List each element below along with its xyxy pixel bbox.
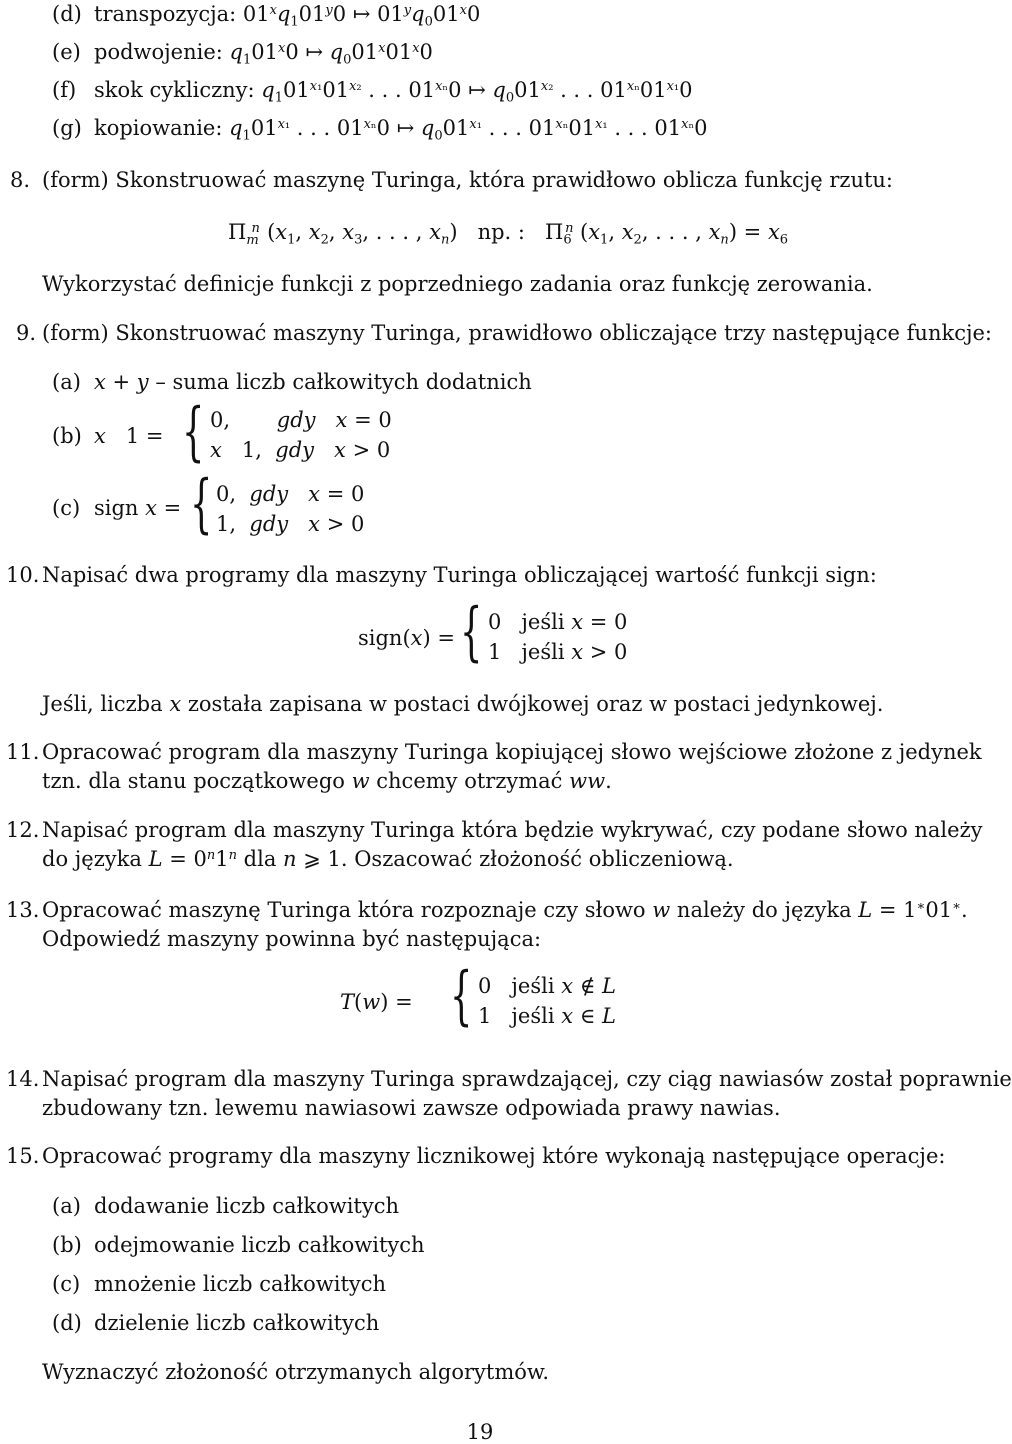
problem-8-formula: $\Pi_m^n$ ($x_1$, $x_2$, $x_3$, . . . , $x_n$) np. : $\Pi_6^n$ ($x_1$, $x_2$, . . . , $x_n) = x_6$ — [228, 220, 789, 248]
problem-13-line1-a: Opracować maszynę Turinga która rozpoznaje czy słowo — [42, 898, 653, 922]
problem-15-d-label: (d) — [52, 1311, 82, 1335]
problem-12-line2b: dla — [236, 847, 284, 871]
problem-8-number: 8. — [10, 168, 31, 192]
problem-9-b-lhs: x 1 = — [94, 424, 164, 448]
problem-10-case2: 1 jeśli x > 0 — [488, 640, 628, 664]
problem-15-c-label: (c) — [52, 1272, 81, 1296]
jesli-word: jeśli — [521, 640, 565, 664]
page-number: 19 — [466, 1420, 494, 1444]
problem-12-line2c: . Oszacować złożoność obliczeniową. — [340, 847, 734, 871]
problem-11-line1: Opracować program dla maszyny Turinga kopiującej słowo wejściowe złożone z jedynek — [42, 740, 982, 764]
jesli-word: jeśli — [511, 1004, 555, 1028]
problem-9-b-brace: { — [182, 395, 205, 469]
sign-word: sign — [94, 496, 139, 520]
problem-15-b-text: odejmowanie liczb całkowitych — [94, 1233, 425, 1257]
problem-10-case1: 0 jeśli x = 0 — [488, 610, 628, 634]
problem-10-note: Jeśli, liczba x została zapisana w postaci dwójkowej oraz w postaci jedynkowej. — [42, 692, 884, 716]
problem-11-line2b: chcemy otrzymać — [369, 769, 570, 793]
problem-9-c-lhs: sign x = — [94, 496, 182, 520]
problem-14-line2: zbudowany tzn. lewemu nawiasowi zawsze odpowiada prawy nawias. — [42, 1096, 781, 1120]
problem-15-text: Opracować programy dla maszyny licznikowej które wykonają następujące operacje: — [42, 1144, 946, 1168]
problem-13-lhs: T(w) = — [340, 990, 413, 1014]
problem-14-number: 14. — [6, 1067, 40, 1091]
problem-9-b-case1: 0, gdy x = 0 — [210, 408, 392, 432]
problem-13-line1-b: należy do języka — [670, 898, 859, 922]
problem-13-brace: { — [450, 959, 473, 1033]
item-g-text: kopiowanie: — [94, 116, 230, 140]
item-e-text: podwojenie: — [94, 40, 230, 64]
np-label: np. : — [477, 220, 525, 244]
item-d-text: transpozycja: — [94, 2, 243, 26]
problem-15-a-label: (a) — [52, 1194, 81, 1218]
problem-8-text: (form) Skonstruować maszynę Turinga, która prawidłowo oblicza funkcję rzutu: — [42, 168, 894, 192]
problem-12-line2: do języka $L = 0^n1^n$ dla n ⩾ 1. Oszacować złożoność obliczeniową. — [42, 847, 734, 871]
item-f-skok: skok cykliczny: $q_101^{x_1}01^{x_2}$ . . . $01^{x_n}0$ ↦ $q_001^{x_2}$ . . . $01^{x_n}01^{x_1}0$ — [94, 78, 693, 106]
item-label-d: (d) — [52, 2, 82, 26]
problem-10-number: 10. — [6, 563, 40, 587]
problem-14-line1: Napisać program dla maszyny Turinga sprawdzającej, czy ciąg nawiasów został poprawnie — [42, 1067, 1012, 1091]
problem-9-b-label: (b) — [52, 424, 82, 448]
problem-15-c-text: mnożenie liczb całkowitych — [94, 1272, 387, 1296]
gdy-word: gdy — [249, 482, 289, 506]
problem-9-a: x + y – suma liczb całkowitych dodatnich — [94, 370, 532, 394]
problem-11-line2: tzn. dla stanu początkowego w chcemy otrzymać ww. — [42, 769, 612, 793]
problem-12-number: 12. — [6, 818, 40, 842]
problem-10-lhs: sign(x) = — [358, 626, 455, 650]
jesli-word: jeśli — [521, 610, 565, 634]
problem-11-number: 11. — [6, 740, 40, 764]
item-d-transpozycja: transpozycja: $01^xq_101^y0$ ↦ $01^yq_001^x0$ — [94, 2, 481, 30]
item-label-e: (e) — [52, 40, 81, 64]
item-label-f: (f) — [52, 78, 77, 102]
problem-11-line2a: tzn. dla stanu początkowego — [42, 769, 352, 793]
problem-15-a-text: dodawanie liczb całkowitych — [94, 1194, 400, 1218]
gdy-word: gdy — [276, 408, 316, 432]
item-f-text: skok cykliczny: — [94, 78, 262, 102]
gdy-word: gdy — [249, 512, 289, 536]
item-e-podwojenie: podwojenie: $q_101^x0$ ↦ $q_001^x01^x0$ — [94, 40, 433, 68]
problem-13-line2: Odpowiedź maszyny powinna być następująca: — [42, 927, 542, 951]
problem-9-c-label: (c) — [52, 496, 81, 520]
problem-8-note: Wykorzystać definicje funkcji z poprzedniego zadania oraz funkcję zerowania. — [42, 272, 873, 296]
problem-13-case1: 0 jeśli x ∉ L — [478, 974, 616, 998]
problem-13-line1: Opracować maszynę Turinga która rozpoznaje czy słowo w należy do języka L = 1∗01∗. — [42, 898, 968, 922]
problem-9-c-case2: 1, gdy x > 0 — [216, 512, 365, 536]
problem-9-c-brace: { — [190, 467, 213, 541]
problem-9-b-case2: x 1, gdy x > 0 — [210, 438, 391, 462]
problem-9-a-label: (a) — [52, 370, 81, 394]
problem-9-c-case1: 0, gdy x = 0 — [216, 482, 365, 506]
problem-12-line1: Napisać program dla maszyny Turinga która będzie wykrywać, czy podane słowo należy — [42, 818, 983, 842]
jesli-word: jeśli — [511, 974, 555, 998]
problem-15-final: Wyznaczyć złożoność otrzymanych algorytmów. — [42, 1360, 550, 1384]
problem-9-a-text: suma liczb całkowitych dodatnich — [172, 370, 532, 394]
problem-10-brace: { — [460, 595, 483, 669]
problem-15-b-label: (b) — [52, 1233, 82, 1257]
problem-13-case2: 1 jeśli x ∈ L — [478, 1004, 616, 1028]
problem-13-number: 13. — [6, 898, 40, 922]
problem-10-text: Napisać dwa programy dla maszyny Turinga obliczającej wartość funkcji sign: — [42, 563, 877, 587]
problem-10-note-a: Jeśli, liczba — [42, 692, 170, 716]
item-label-g: (g) — [52, 116, 82, 140]
gdy-word: gdy — [275, 438, 315, 462]
problem-15-number: 15. — [6, 1144, 40, 1168]
problem-9-text: (form) Skonstruować maszyny Turinga, prawidłowo obliczające trzy następujące funkcje: — [42, 321, 992, 345]
problem-9-number: 9. — [16, 321, 37, 345]
item-g-kopiowanie: kopiowanie: $q_101^{x_1}$ . . . $01^{x_n}0$ ↦ $q_001^{x_1}$ . . . $01^{x_n}01^{x_1}$ . . . $01^{x_n}0$ — [94, 116, 708, 144]
problem-12-line2a: do języka — [42, 847, 149, 871]
problem-10-note-b: została zapisana w postaci dwójkowej oraz w postaci jedynkowej. — [181, 692, 884, 716]
problem-15-d-text: dzielenie liczb całkowitych — [94, 1311, 380, 1335]
